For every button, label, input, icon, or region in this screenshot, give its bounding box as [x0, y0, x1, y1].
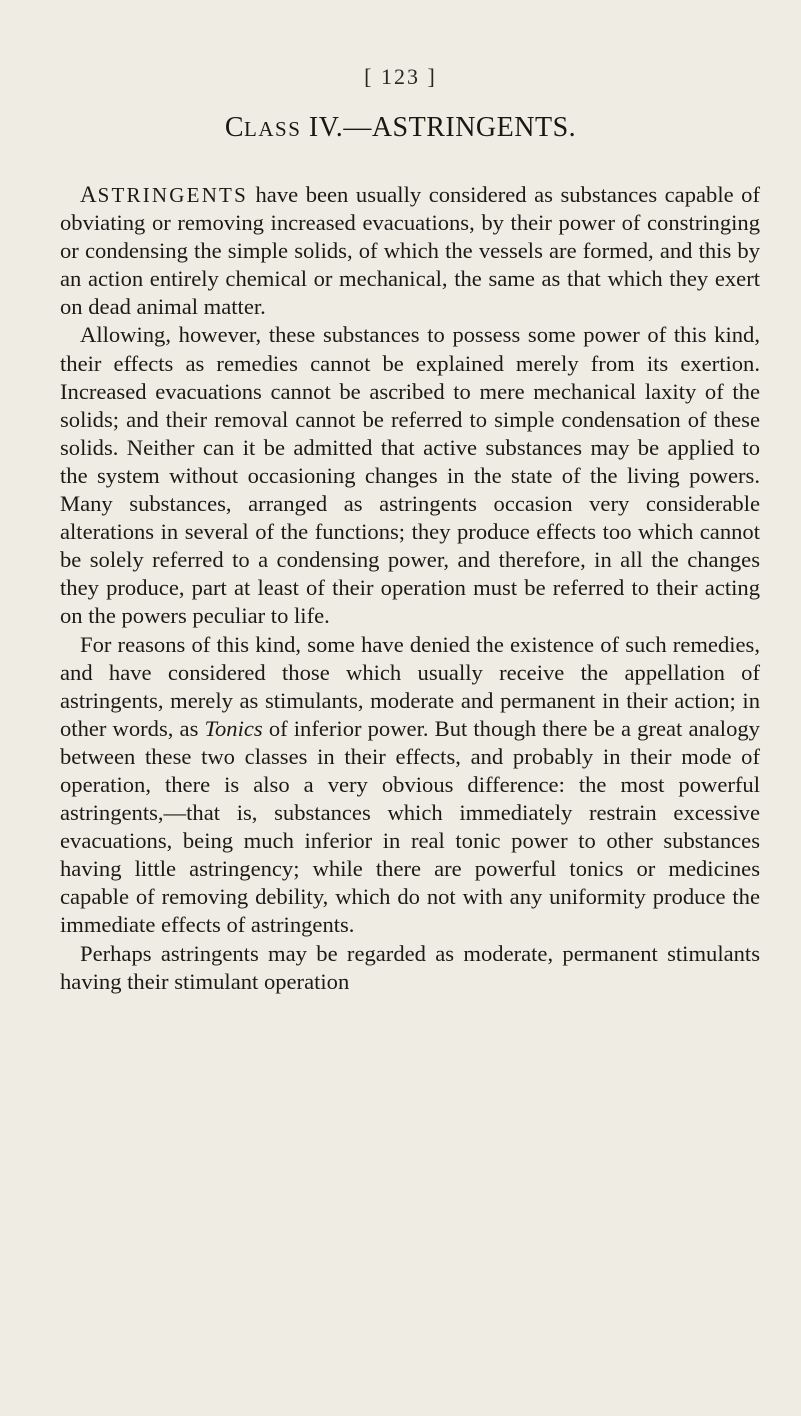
page-number: [ 123 ] — [364, 64, 437, 89]
paragraph-2: Allowing, however, these substances to possess some power of this kind, their effects as remedies cannot be explained merely from its exertion. Increased evacuations cannot be ascribed to mere mechanical laxity of the solids; and their removal cannot be referred to simple condensation of these solids. Neither can it be admitted that active substances may be applied to the system without occasioning changes in the state of the living powers. Many substances, arranged as astringents occasion very considerable alterations in several of the functions; they produce effects too which cannot be solely referred to a condensing power, and therefore, in all the changes they produce, part at least of their operation must be referred to their acting on the powers peculiar to life. — [60, 322, 760, 629]
paragraph-1-lead-cap: A — [80, 182, 98, 207]
paragraph-1 — [60, 181, 760, 321]
paragraph-3 — [60, 631, 760, 940]
paragraph-1-lead-rest: STRINGENTS — [97, 183, 248, 207]
heading-separator: — — [343, 112, 372, 143]
heading-class-cap: C — [224, 112, 245, 143]
paragraph-3-text-b: of inferior power. But though there be a great analogy between these two classes in their effects, and probably in their mode of operation, there is also a very obvious difference: the most powerful astringents,—that is, substances which immediately restrain excessive evacuations, being much inferior in real tonic power to other substances having little astringency; while there are powerful tonics or medicines capable of removing debility, which do not with any uniformity produce the immediate effects of astringents. — [60, 715, 760, 938]
heading-class-rest: LASS — [244, 117, 302, 141]
section-heading — [0, 112, 801, 144]
heading-class-numeral: IV. — [308, 112, 344, 143]
body-text — [60, 181, 760, 996]
paragraph-4: Perhaps astringents may be regarded as moderate, permanent stimulants having their stimulant operation — [60, 940, 760, 994]
paragraph-3-text-a: For reasons of this kind, some have denied the existence of such remedies, and have considered those which usually receive the appellation of astringents, merely as stimulants, moderate and permanent in their action; in other words, as — [60, 631, 760, 741]
paragraph-1-text: have been usually considered as substances capable of obviating or removing increased evacuations, by their power of constringing or condensing the simple solids, of which the vessels are formed, and this by an action entirely chemical or mechanical, the same as that which they exert on dead animal matter. — [60, 182, 760, 320]
paragraph-3-italic: Tonics — [204, 715, 263, 741]
heading-title: ASTRINGENTS. — [371, 112, 577, 143]
paragraph-1-lead — [80, 183, 248, 207]
